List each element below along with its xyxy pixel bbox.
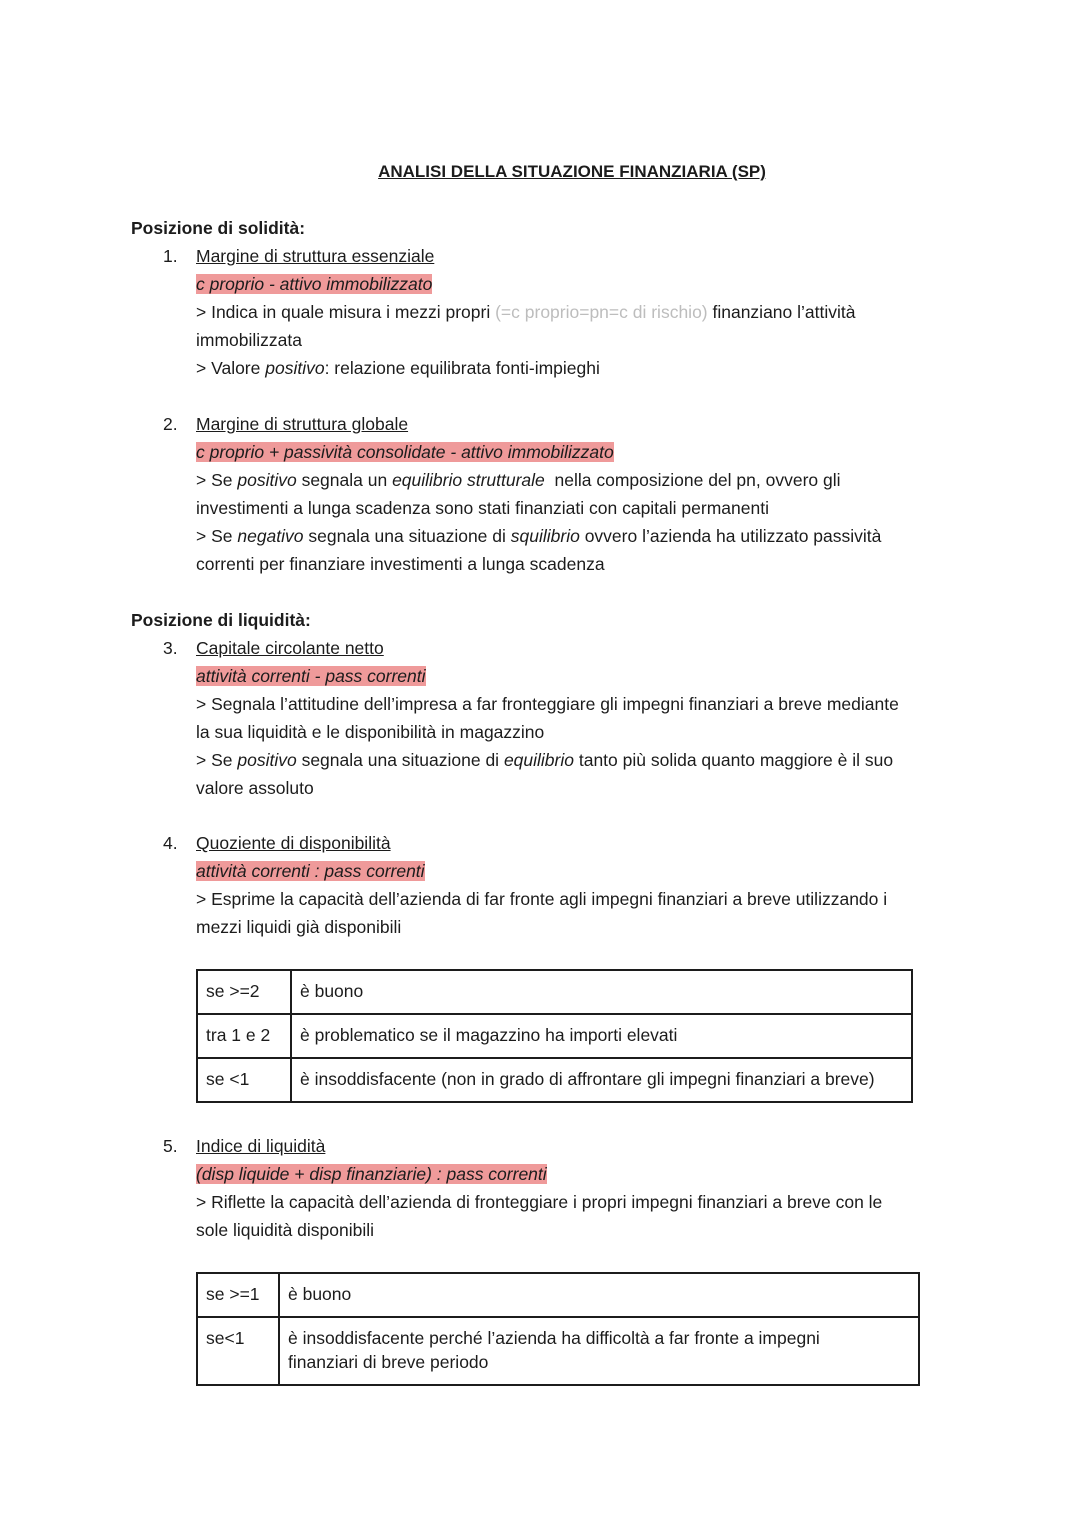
table-row <box>197 970 912 1014</box>
list-item-5 <box>163 1132 943 1244</box>
table-cell-condition: tra 1 e 2 <box>197 1014 291 1058</box>
table-cell-condition: se >=2 <box>197 970 291 1014</box>
item-text: valore assoluto <box>196 778 314 798</box>
item-text: > Esprime la capacità dell’azienda di far fronte agli impegni finanziari a breve utilizzando i <box>196 889 888 909</box>
item-text: mezzi liquidi già disponibili <box>196 917 402 937</box>
table-cell-description: è problematico se il magazzino ha importi elevati <box>291 1014 912 1058</box>
item-text: investimenti a lunga scadenza sono stati finanziati con capitali permanenti <box>196 498 769 518</box>
table-row <box>197 1058 912 1102</box>
formula-highlight: (disp liquide + disp finanziarie) : pass correnti <box>196 1164 547 1184</box>
list-item-2 <box>163 410 943 578</box>
table-cell-condition: se >=1 <box>197 1273 279 1317</box>
item-text: correnti per finanziare investimenti a lunga scadenza <box>196 554 605 574</box>
section-heading-solidita: Posizione di solidità: <box>131 218 306 238</box>
item-text: > Segnala l’attitudine dell’impresa a far fronteggiare gli impegni finanziari a breve mediante <box>196 694 899 714</box>
formula-highlight: attività correnti - pass correnti <box>196 666 426 686</box>
table-cell-description: è insoddisfacente perché l’azienda ha difficoltà a far fronte a impegni finanziari di breve periodo <box>279 1317 919 1385</box>
list-item-1 <box>163 242 943 382</box>
criteria-table-disponibilita <box>196 969 913 1103</box>
item-text: > Riflette la capacità dell’azienda di fronteggiare i propri impegni finanziari a breve con le <box>196 1192 883 1212</box>
table-cell-description: è insoddisfacente (non in grado di affrontare gli impegni finanziari a breve) <box>291 1058 912 1102</box>
item-heading: Capitale circolante netto <box>196 638 384 658</box>
section-heading-liquidita: Posizione di liquidità: <box>131 610 311 630</box>
table-cell-condition: se <1 <box>197 1058 291 1102</box>
item-heading: Margine di struttura essenziale <box>196 246 435 266</box>
table-row <box>197 1014 912 1058</box>
item-text: > Se negativo segnala una situazione di squilibrio ovvero l’azienda ha utilizzato passività <box>196 526 882 546</box>
table-cell-condition: se<1 <box>197 1317 279 1385</box>
item-number: 3. <box>163 638 178 658</box>
page-title: ANALISI DELLA SITUAZIONE FINANZIARIA (SP) <box>378 162 766 181</box>
item-number: 2. <box>163 414 178 434</box>
formula-highlight: c proprio - attivo immobilizzato <box>196 274 433 294</box>
formula-highlight: c proprio + passività consolidate - attivo immobilizzato <box>196 442 614 462</box>
table-row <box>197 1273 919 1317</box>
grey-note: (=c proprio=pn=c di rischio) <box>495 302 708 322</box>
item-text: > Se positivo segnala una situazione di equilibrio tanto più solida quanto maggiore è il suo <box>196 750 894 770</box>
table-cell-description: è buono <box>291 970 912 1014</box>
item-number: 4. <box>163 833 178 853</box>
table-cell-description: è buono <box>279 1273 919 1317</box>
table-row <box>197 1317 919 1385</box>
item-text: > Se positivo segnala un equilibrio strutturale nella composizione del pn, ovvero gli <box>196 470 841 490</box>
criteria-table-liquidita <box>196 1272 920 1386</box>
item-heading: Quoziente di disponibilità <box>196 833 391 853</box>
list-item-4 <box>163 829 943 941</box>
item-heading: Indice di liquidità <box>196 1136 326 1156</box>
formula-highlight: attività correnti : pass correnti <box>196 861 425 881</box>
item-text: la sua liquidità e le disponibilità in magazzino <box>196 722 545 742</box>
item-number: 5. <box>163 1136 178 1156</box>
item-text: > Indica in quale misura i mezzi propri (=c proprio=pn=c di rischio) finanziano l’attività <box>196 302 856 322</box>
list-item-3 <box>163 634 943 802</box>
item-text: sole liquidità disponibili <box>196 1220 375 1240</box>
item-text: immobilizzata <box>196 330 302 350</box>
item-number: 1. <box>163 246 178 266</box>
item-text: > Valore positivo: relazione equilibrata fonti-impieghi <box>196 358 600 378</box>
item-heading: Margine di struttura globale <box>196 414 409 434</box>
